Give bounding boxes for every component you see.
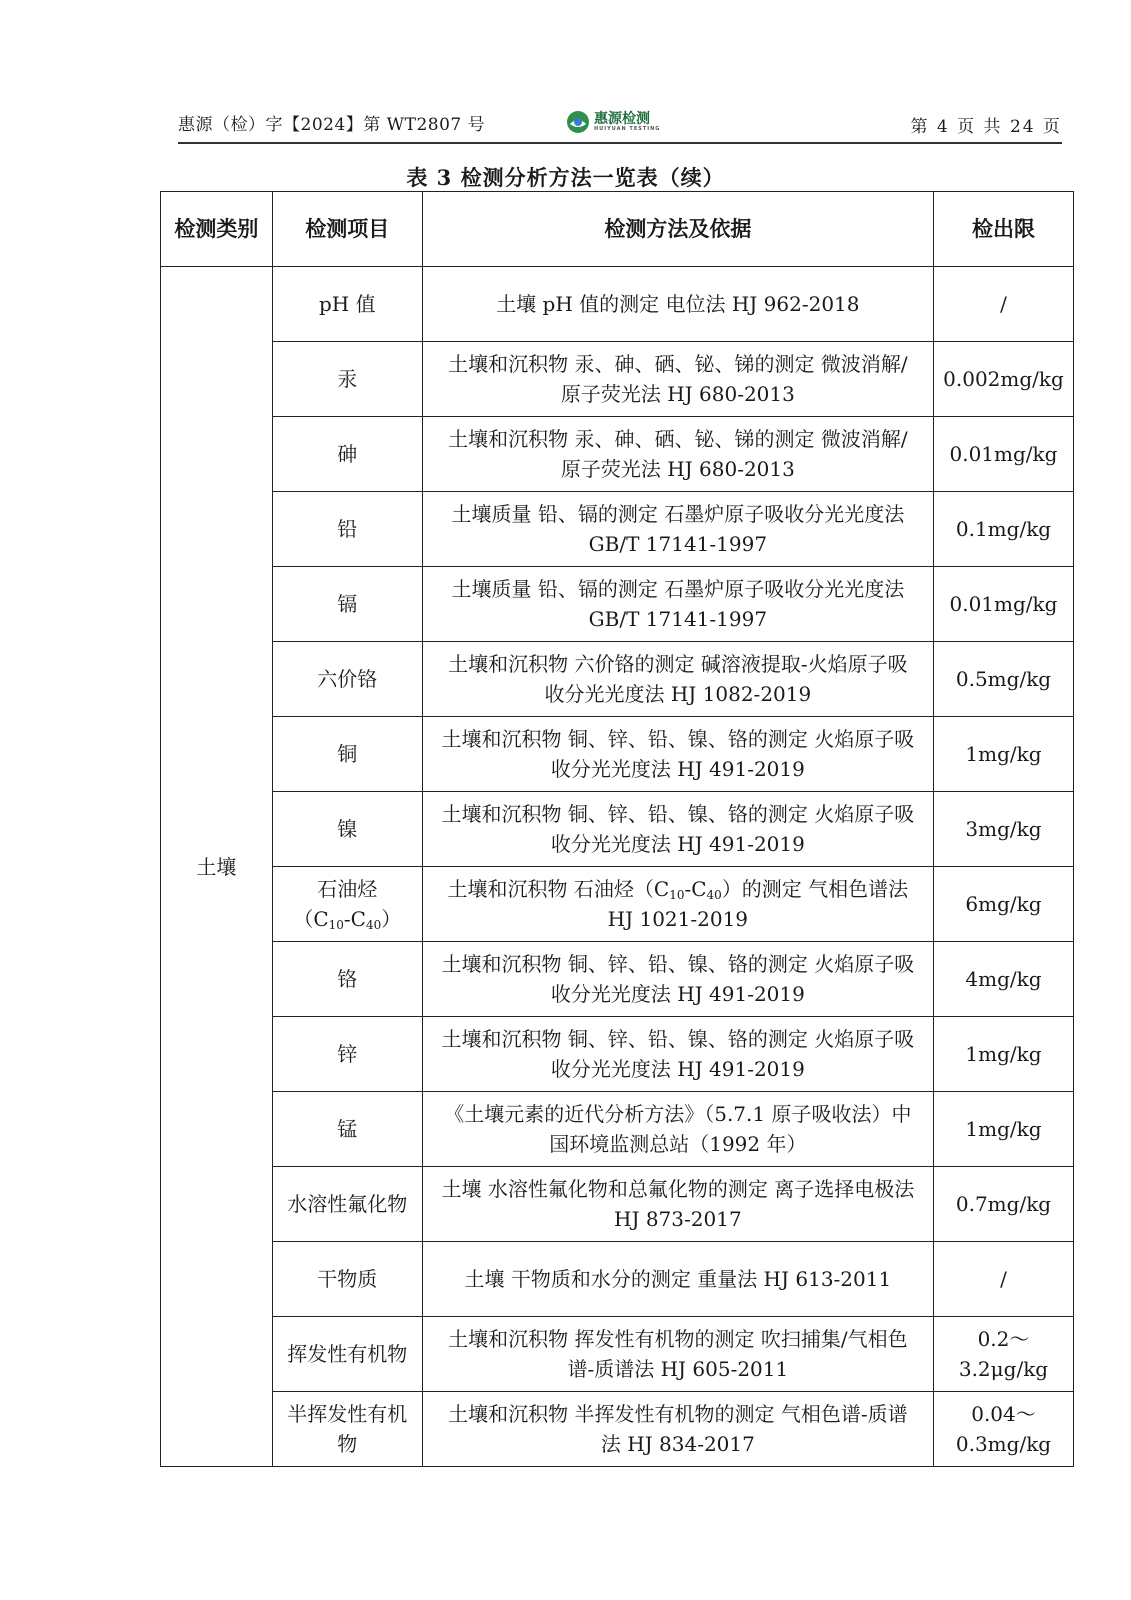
item-formula-dash: -C: [343, 907, 366, 931]
method-cell: 土壤质量 铅、镉的测定 石墨炉原子吸收分光光度法 GB/T 17141-1997: [422, 492, 933, 567]
table-title: 表 3 检测分析方法一览表（续）: [406, 165, 725, 190]
table-row: [161, 1392, 1074, 1467]
method-table: [160, 191, 1074, 1467]
logo-subtext: HUIYUAN TESTING: [594, 126, 661, 132]
method-cell: 土壤和沉积物 铜、锌、铅、镍、铬的测定 火焰原子吸收分光光度法 HJ 491-2019: [422, 942, 933, 1017]
header-limit: 检出限: [933, 192, 1073, 267]
item-cell: 汞: [272, 342, 422, 417]
company-logo: [566, 110, 660, 134]
method-cell: 土壤和沉积物 挥发性有机物的测定 吹扫捕集/气相色谱-质谱法 HJ 605-2011: [422, 1317, 933, 1392]
item-cell: 锌: [272, 1017, 422, 1092]
limit-cell: 0.002mg/kg: [933, 342, 1073, 417]
header-method: 检测方法及依据: [422, 192, 933, 267]
table-row: [161, 342, 1074, 417]
item-cell: 砷: [272, 417, 422, 492]
limit-cell: 0.5mg/kg: [933, 642, 1073, 717]
method-cell: 土壤和沉积物 铜、锌、铅、镍、铬的测定 火焰原子吸收分光光度法 HJ 491-2019: [422, 792, 933, 867]
method-cell: 土壤和沉积物 铜、锌、铅、镍、铬的测定 火焰原子吸收分光光度法 HJ 491-2019: [422, 717, 933, 792]
method-text: 土壤和沉积物 石油烃（C: [447, 877, 670, 901]
limit-cell: 6mg/kg: [933, 867, 1073, 942]
header-category: 检测类别: [161, 192, 273, 267]
item-cell: 铬: [272, 942, 422, 1017]
method-cell: 土壤 pH 值的测定 电位法 HJ 962-2018: [422, 267, 933, 342]
method-formula-sub: 10: [669, 888, 685, 902]
limit-cell: 0.01mg/kg: [933, 417, 1073, 492]
limit-cell: /: [933, 267, 1073, 342]
item-cell: 水溶性氟化物: [272, 1167, 422, 1242]
limit-cell: 1mg/kg: [933, 1092, 1073, 1167]
report-number: 惠源（检）字【2024】第 WT2807 号: [178, 115, 486, 135]
table-row: [161, 417, 1074, 492]
method-cell: 《土壤元素的近代分析方法》（5.7.1 原子吸收法）中国环境监测总站（1992 年）: [422, 1092, 933, 1167]
item-cell: 锰: [272, 1092, 422, 1167]
item-name: 石油烃: [317, 877, 378, 901]
method-text: ）的测定 气相色谱法 HJ 1021-2019: [607, 877, 909, 931]
item-formula-sub: 40: [365, 918, 382, 932]
limit-cell: /: [933, 1242, 1073, 1317]
item-cell: 半挥发性有机物: [272, 1392, 422, 1467]
limit-cell: 0.01mg/kg: [933, 567, 1073, 642]
item-cell: 石油烃 $(C_{10}-C_{40})$: [272, 867, 422, 942]
limit-cell: 1mg/kg: [933, 717, 1073, 792]
table-header-row: [161, 192, 1074, 267]
item-formula-sub: 10: [328, 918, 344, 932]
table-row: [161, 1242, 1074, 1317]
method-formula-sub: 40: [706, 888, 722, 902]
method-cell: 土壤 水溶性氟化物和总氟化物的测定 离子选择电极法 HJ 873-2017: [422, 1167, 933, 1242]
item-formula-c: C: [313, 907, 329, 931]
table-row: [161, 717, 1074, 792]
item-cell: 干物质: [272, 1242, 422, 1317]
item-cell: 铜: [272, 717, 422, 792]
method-cell: 土壤 干物质和水分的测定 重量法 HJ 613-2011: [422, 1242, 933, 1317]
limit-cell: 3mg/kg: [933, 792, 1073, 867]
method-cell: 土壤和沉积物 半挥发性有机物的测定 气相色谱-质谱法 HJ 834-2017: [422, 1392, 933, 1467]
table-row: [161, 1017, 1074, 1092]
item-cell: 镍: [272, 792, 422, 867]
method-cell: 土壤和沉积物 六价铬的测定 碱溶液提取-火焰原子吸收分光光度法 HJ 1082-2019: [422, 642, 933, 717]
method-cell: 土壤质量 铅、镉的测定 石墨炉原子吸收分光光度法 GB/T 17141-1997: [422, 567, 933, 642]
table-row: [161, 792, 1074, 867]
limit-cell: 0.2～3.2μg/kg: [933, 1317, 1073, 1392]
table-row: [161, 492, 1074, 567]
category-cell: 土壤: [161, 267, 273, 1467]
item-cell: 铅: [272, 492, 422, 567]
table-row: [161, 267, 1074, 342]
table-row: [161, 567, 1074, 642]
table-row: [161, 1317, 1074, 1392]
limit-cell: 1mg/kg: [933, 1017, 1073, 1092]
table-row: [161, 1092, 1074, 1167]
table-row: [161, 642, 1074, 717]
method-cell: 土壤和沉积物 汞、砷、硒、铋、锑的测定 微波消解/原子荧光法 HJ 680-2013: [422, 417, 933, 492]
limit-cell: 0.04～0.3mg/kg: [933, 1392, 1073, 1467]
table-row: [161, 1167, 1074, 1242]
method-cell: 土壤和沉积物 汞、砷、硒、铋、锑的测定 微波消解/原子荧光法 HJ 680-2013: [422, 342, 933, 417]
method-text: -C: [684, 877, 707, 901]
logo-text: 惠源检测 HUIYUAN TESTING: [594, 111, 661, 132]
method-cell: [422, 867, 933, 942]
header-item: 检测项目: [272, 192, 422, 267]
item-cell: pH 值: [272, 267, 422, 342]
limit-cell: 4mg/kg: [933, 942, 1073, 1017]
limit-cell: 0.1mg/kg: [933, 492, 1073, 567]
item-cell: 六价铬: [272, 642, 422, 717]
table-row: [161, 942, 1074, 1017]
page-number: 第 4 页 共 24 页: [910, 117, 1062, 137]
table-row: [161, 867, 1074, 942]
limit-cell: 0.7mg/kg: [933, 1167, 1073, 1242]
page-header: [178, 108, 1062, 144]
item-cell: 镉: [272, 567, 422, 642]
method-cell: 土壤和沉积物 铜、锌、铅、镍、铬的测定 火焰原子吸收分光光度法 HJ 491-2019: [422, 1017, 933, 1092]
logo-icon: [566, 110, 590, 134]
item-cell: 挥发性有机物: [272, 1317, 422, 1392]
